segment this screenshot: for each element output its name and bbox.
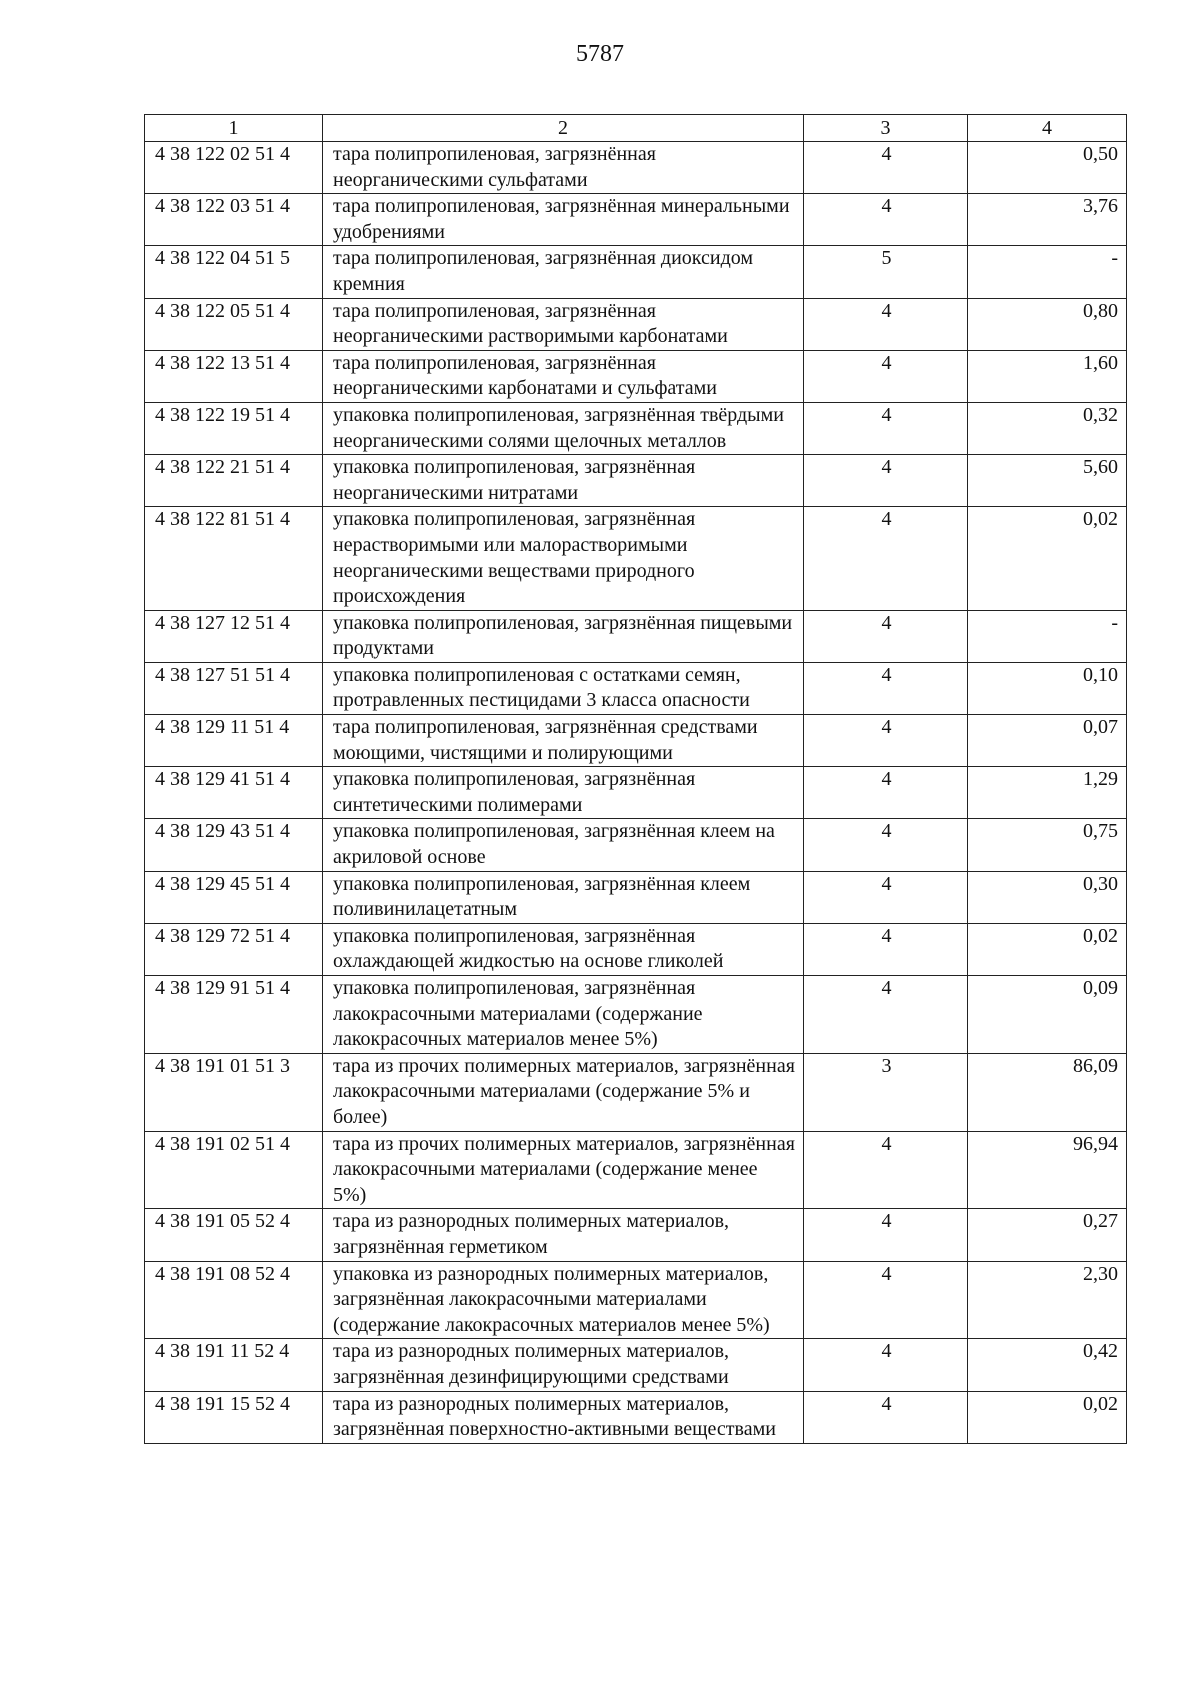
value-cell: 0,75 <box>968 819 1127 871</box>
table-row <box>145 246 1127 298</box>
waste-table <box>144 114 1127 1444</box>
waste-code: 4 38 122 13 51 4 <box>145 350 323 402</box>
waste-code: 4 38 122 04 51 5 <box>145 246 323 298</box>
column-header-2: 2 <box>323 115 804 142</box>
waste-code: 4 38 191 01 51 3 <box>145 1053 323 1131</box>
waste-description: упаковка полипропиленовая, загрязнённая клеем на акриловой основе <box>323 819 804 871</box>
hazard-class: 4 <box>804 871 968 923</box>
table-row <box>145 976 1127 1054</box>
value-cell: 3,76 <box>968 194 1127 246</box>
table-row <box>145 455 1127 507</box>
waste-code: 4 38 129 72 51 4 <box>145 923 323 975</box>
table-row <box>145 1131 1127 1209</box>
table-row <box>145 402 1127 454</box>
value-cell: 0,09 <box>968 976 1127 1054</box>
value-cell: 0,80 <box>968 298 1127 350</box>
waste-code: 4 38 129 41 51 4 <box>145 767 323 819</box>
column-header-4: 4 <box>968 115 1127 142</box>
hazard-class: 4 <box>804 1131 968 1209</box>
table-row <box>145 819 1127 871</box>
table-row <box>145 610 1127 662</box>
waste-code: 4 38 129 45 51 4 <box>145 871 323 923</box>
hazard-class: 4 <box>804 715 968 767</box>
waste-description: упаковка полипропиленовая, загрязнённая неорганическими нитратами <box>323 455 804 507</box>
table-row <box>145 1053 1127 1131</box>
table-row <box>145 1261 1127 1339</box>
waste-code: 4 38 122 19 51 4 <box>145 402 323 454</box>
waste-description: тара из разнородных полимерных материалов, загрязнённая дезинфицирующими средствами <box>323 1339 804 1391</box>
hazard-class: 4 <box>804 767 968 819</box>
table-row <box>145 507 1127 610</box>
hazard-class: 4 <box>804 923 968 975</box>
table-row <box>145 871 1127 923</box>
value-cell: 0,02 <box>968 1391 1127 1443</box>
waste-description: упаковка полипропиленовая, загрязнённая нерастворимыми или малорастворимыми неорганическими веществами природного происхождения <box>323 507 804 610</box>
page-number: 5787 <box>576 41 624 67</box>
waste-code: 4 38 122 81 51 4 <box>145 507 323 610</box>
waste-code: 4 38 129 43 51 4 <box>145 819 323 871</box>
waste-code: 4 38 122 05 51 4 <box>145 298 323 350</box>
waste-description: упаковка полипропиленовая, загрязнённая пищевыми продуктами <box>323 610 804 662</box>
waste-description: упаковка полипропиленовая, загрязнённая синтетическими полимерами <box>323 767 804 819</box>
column-header-3: 3 <box>804 115 968 142</box>
value-cell: - <box>968 610 1127 662</box>
waste-description: тара из разнородных полимерных материалов, загрязнённая поверхностно-активными веществами <box>323 1391 804 1443</box>
waste-code: 4 38 122 02 51 4 <box>145 142 323 194</box>
table-row <box>145 350 1127 402</box>
hazard-class: 4 <box>804 1391 968 1443</box>
hazard-class: 3 <box>804 1053 968 1131</box>
hazard-class: 4 <box>804 610 968 662</box>
column-header-1: 1 <box>145 115 323 142</box>
value-cell: 1,60 <box>968 350 1127 402</box>
value-cell: 0,50 <box>968 142 1127 194</box>
waste-description: упаковка полипропиленовая, загрязнённая клеем поливинилацетатным <box>323 871 804 923</box>
value-cell: 86,09 <box>968 1053 1127 1131</box>
value-cell: 96,94 <box>968 1131 1127 1209</box>
hazard-class: 4 <box>804 1339 968 1391</box>
table-row <box>145 715 1127 767</box>
value-cell: - <box>968 246 1127 298</box>
waste-description: тара полипропиленовая, загрязнённая неорганическими карбонатами и сульфатами <box>323 350 804 402</box>
hazard-class: 4 <box>804 1261 968 1339</box>
table-row <box>145 662 1127 714</box>
waste-code: 4 38 122 21 51 4 <box>145 455 323 507</box>
value-cell: 0,27 <box>968 1209 1127 1261</box>
hazard-class: 4 <box>804 402 968 454</box>
waste-description: тара полипропиленовая, загрязнённая средствами моющими, чистящими и полирующими <box>323 715 804 767</box>
waste-description: упаковка полипропиленовая, загрязнённая твёрдыми неорганическими солями щелочных металлов <box>323 402 804 454</box>
waste-description: упаковка полипропиленовая с остатками семян, протравленных пестицидами 3 класса опасности <box>323 662 804 714</box>
value-cell: 5,60 <box>968 455 1127 507</box>
waste-description: тара из прочих полимерных материалов, загрязнённая лакокрасочными материалами (содержание 5% и более) <box>323 1053 804 1131</box>
hazard-class: 4 <box>804 455 968 507</box>
hazard-class: 4 <box>804 819 968 871</box>
table-row <box>145 923 1127 975</box>
table-row <box>145 1339 1127 1391</box>
value-cell: 1,29 <box>968 767 1127 819</box>
waste-code: 4 38 129 91 51 4 <box>145 976 323 1054</box>
waste-description: упаковка полипропиленовая, загрязнённая лакокрасочными материалами (содержание лакокрасочных материалов менее 5%) <box>323 976 804 1054</box>
table-row <box>145 767 1127 819</box>
waste-description: тара полипропиленовая, загрязнённая неорганическими растворимыми карбонатами <box>323 298 804 350</box>
waste-description: тара из прочих полимерных материалов, загрязнённая лакокрасочными материалами (содержание менее 5%) <box>323 1131 804 1209</box>
value-cell: 0,42 <box>968 1339 1127 1391</box>
waste-code: 4 38 191 11 52 4 <box>145 1339 323 1391</box>
waste-code: 4 38 191 08 52 4 <box>145 1261 323 1339</box>
hazard-class: 4 <box>804 507 968 610</box>
value-cell: 0,30 <box>968 871 1127 923</box>
hazard-class: 4 <box>804 194 968 246</box>
value-cell: 0,02 <box>968 923 1127 975</box>
value-cell: 0,10 <box>968 662 1127 714</box>
waste-description: тара из разнородных полимерных материалов, загрязнённая герметиком <box>323 1209 804 1261</box>
waste-description: тара полипропиленовая, загрязнённая минеральными удобрениями <box>323 194 804 246</box>
hazard-class: 5 <box>804 246 968 298</box>
table-row <box>145 142 1127 194</box>
table-row <box>145 1209 1127 1261</box>
waste-code: 4 38 122 03 51 4 <box>145 194 323 246</box>
waste-description: упаковка полипропиленовая, загрязнённая охлаждающей жидкостью на основе гликолей <box>323 923 804 975</box>
waste-code: 4 38 127 12 51 4 <box>145 610 323 662</box>
waste-description: тара полипропиленовая, загрязнённая диоксидом кремния <box>323 246 804 298</box>
value-cell: 0,32 <box>968 402 1127 454</box>
waste-description: тара полипропиленовая, загрязнённая неорганическими сульфатами <box>323 142 804 194</box>
waste-code: 4 38 191 05 52 4 <box>145 1209 323 1261</box>
hazard-class: 4 <box>804 1209 968 1261</box>
value-cell: 2,30 <box>968 1261 1127 1339</box>
value-cell: 0,02 <box>968 507 1127 610</box>
waste-code: 4 38 191 15 52 4 <box>145 1391 323 1443</box>
value-cell: 0,07 <box>968 715 1127 767</box>
hazard-class: 4 <box>804 142 968 194</box>
waste-code: 4 38 127 51 51 4 <box>145 662 323 714</box>
waste-code: 4 38 191 02 51 4 <box>145 1131 323 1209</box>
waste-description: упаковка из разнородных полимерных материалов, загрязнённая лакокрасочными материалами (содержание лакокрасочных материалов менее 5%) <box>323 1261 804 1339</box>
hazard-class: 4 <box>804 662 968 714</box>
table-row <box>145 298 1127 350</box>
hazard-class: 4 <box>804 298 968 350</box>
table-header-row <box>145 115 1127 142</box>
waste-code: 4 38 129 11 51 4 <box>145 715 323 767</box>
table-row <box>145 194 1127 246</box>
hazard-class: 4 <box>804 350 968 402</box>
hazard-class: 4 <box>804 976 968 1054</box>
table-row <box>145 1391 1127 1443</box>
